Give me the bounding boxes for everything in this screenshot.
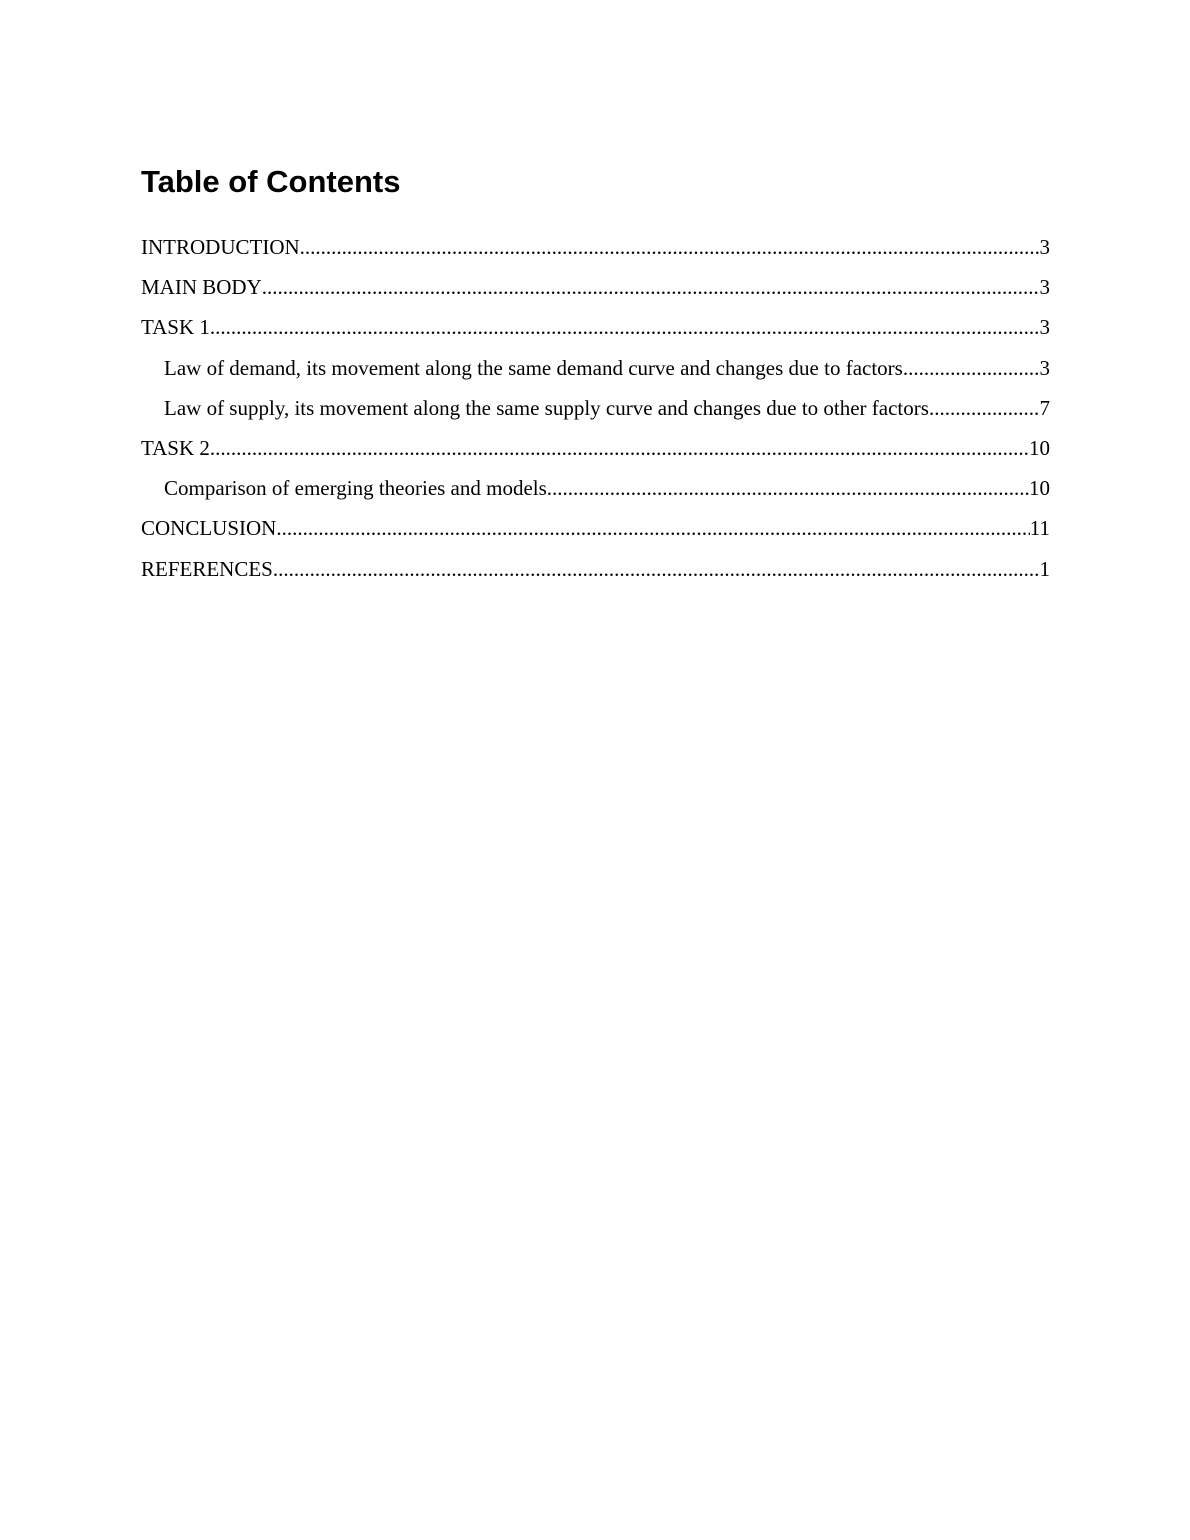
toc-entry-law-of-demand[interactable]: [141, 348, 1050, 388]
toc-entry-text: TASK 1: [141, 315, 210, 340]
toc-dot-leader: [276, 508, 1029, 548]
toc-entry-page-number: 3: [1039, 275, 1050, 300]
toc-entry-text: INTRODUCTION: [141, 235, 300, 259]
toc-entry-task-2[interactable]: [141, 428, 1050, 468]
toc-entry-comparison-of-theories[interactable]: [141, 468, 1050, 508]
toc-entry-text: Law of supply, its movement along the same supply curve and changes due to other factors: [164, 395, 929, 420]
toc-dot-leader: [903, 348, 1040, 388]
toc-entry-task-1[interactable]: [141, 307, 1050, 347]
toc-entry-page-number: 7: [1039, 395, 1050, 420]
toc-entry-text: CONCLUSION: [141, 516, 277, 541]
toc-entry-text: MAIN BODY: [141, 275, 262, 300]
toc-entry-law-of-supply[interactable]: [141, 388, 1050, 428]
toc-list: [141, 227, 1050, 589]
toc-entry-introduction[interactable]: [141, 227, 1050, 267]
toc-entry-text: Law of demand, its movement along the same demand curve and changes due to factors: [164, 355, 903, 380]
toc-dot-leader: [300, 227, 1040, 267]
toc-title: Table of Contents: [141, 164, 401, 199]
toc-dot-leader: [273, 549, 1040, 589]
toc-entry-page-number: 10: [1029, 476, 1050, 501]
toc-entry-page-number: 11: [1029, 516, 1050, 541]
toc-entry-conclusion[interactable]: [141, 508, 1050, 548]
toc-entry-page-number: 10: [1029, 435, 1050, 460]
toc-entry-text: Comparison of emerging theories and models: [164, 476, 547, 501]
toc-dot-leader: [929, 388, 1040, 428]
toc-entry-references[interactable]: [141, 549, 1050, 589]
toc-dot-leader: [262, 267, 1040, 307]
toc-entry-page-number: 3: [1039, 355, 1050, 380]
toc-dot-leader: [547, 468, 1029, 508]
toc-entry-page-number: 3: [1039, 315, 1050, 340]
toc-entry-text: REFERENCES: [141, 556, 273, 581]
table-of-contents: [141, 163, 1050, 589]
toc-entry-page-number: 3: [1039, 235, 1050, 259]
toc-dot-leader: [210, 428, 1029, 468]
toc-dot-leader: [210, 307, 1040, 347]
toc-entry-page-number: 1: [1039, 556, 1050, 581]
toc-entry-main-body[interactable]: [141, 267, 1050, 307]
toc-entry-text: TASK 2: [141, 435, 210, 460]
